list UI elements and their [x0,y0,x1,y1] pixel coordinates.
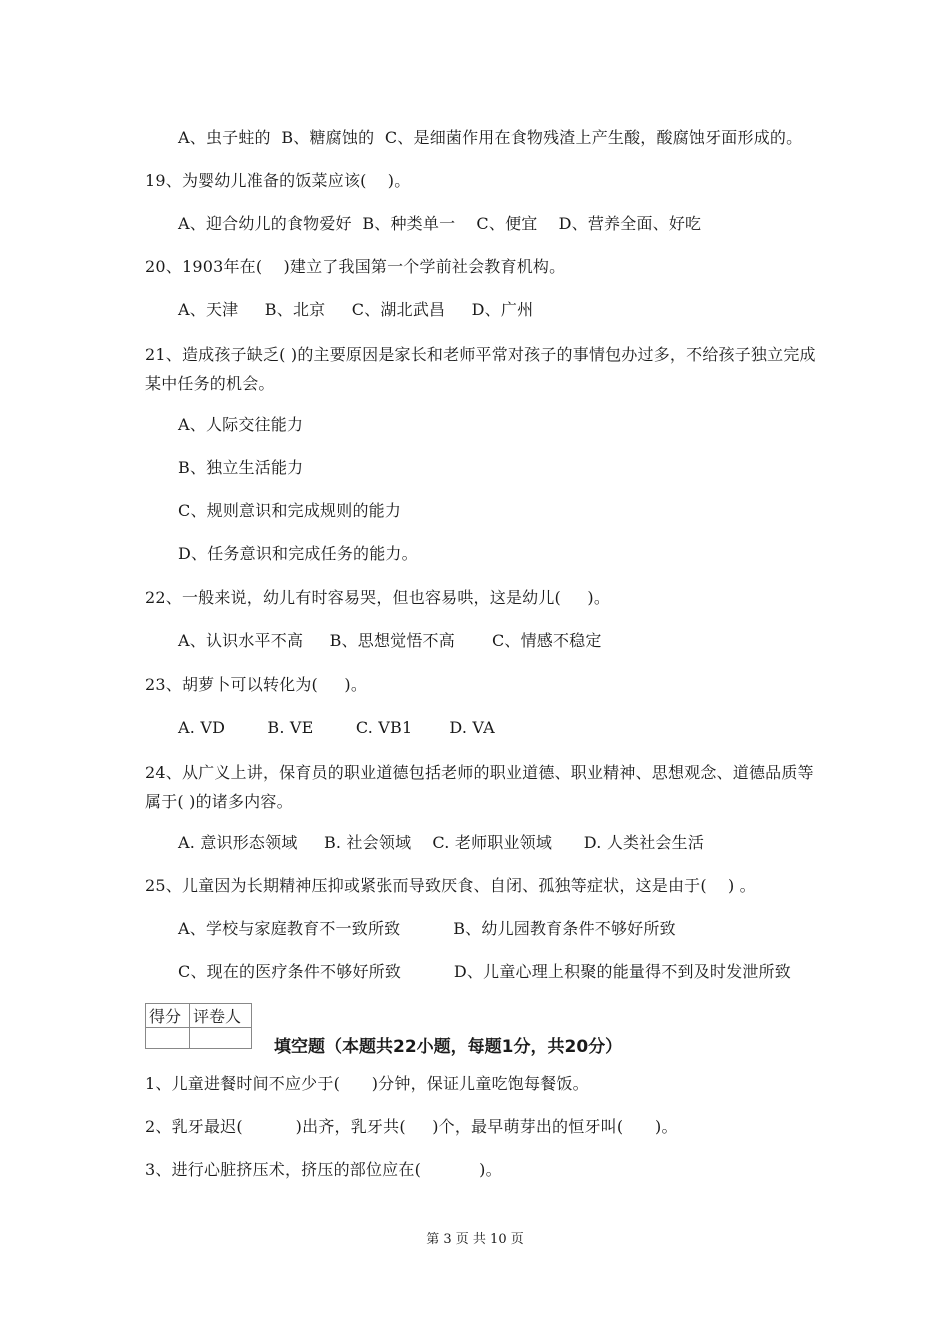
grader-label: 评卷人 [189,1004,251,1028]
section-title: 填空题（本题共22小题，每题1分，共20分） [274,1037,623,1057]
q22-options: A、认识水平不高 B、思想觉悟不高 C、情感不稳定 [178,631,602,650]
q19-options: A、迎合幼儿的食物爱好 B、种类单一 C、便宜 D、营养全面、好吃 [178,214,702,233]
score-cell [146,1028,190,1049]
q25-options-cd: C、现在的医疗条件不够好所致 D、儿童心理上积聚的能量得不到及时发泄所致 [178,962,791,981]
fill-q2: 2、乳牙最迟( )出齐，乳牙共( )个，最早萌芽出的恒牙叫( )。 [145,1117,678,1136]
q25-question: 25、儿童因为长期精神压抑或紧张而导致厌食、自闭、孤独等症状，这是由于( ) 。 [145,876,756,895]
q24-options: A. 意识形态领域 B. 社会领域 C. 老师职业领域 D. 人类社会生活 [178,833,705,852]
score-label: 得分 [146,1004,190,1028]
q23-options: A. VD B. VE C. VB1 D. VA [178,718,495,737]
q20-options: A、天津 B、北京 C、湖北武昌 D、广州 [178,300,534,319]
q21-option-b: B、独立生活能力 [178,458,304,477]
q19-question: 19、为婴幼儿准备的饭菜应该( )。 [145,171,411,190]
grader-cell [189,1028,251,1049]
q22-question: 22、一般来说，幼儿有时容易哭，但也容易哄，这是幼儿( )。 [145,588,611,607]
q21-option-a: A、人际交往能力 [178,415,304,434]
q21-question: 21、造成孩子缺乏( )的主要原因是家长和老师平常对孩子的事情包办过多，不给孩子独立完成某中任务的机会。 [145,345,816,393]
q24-question: 24、从广义上讲，保育员的职业道德包括老师的职业道德、职业精神、思想观念、道德品质等属于( )的诸多内容。 [145,763,814,811]
score-box [145,1003,252,1049]
fill-q3: 3、进行心脏挤压术，挤压的部位应在( )。 [145,1160,502,1179]
q21-option-c: C、规则意识和完成规则的能力 [178,501,402,520]
q25-options-ab: A、学校与家庭教育不一致所致 B、幼儿园教育条件不够好所致 [178,919,676,938]
q23-question: 23、胡萝卜可以转化为( )。 [145,675,368,694]
page-footer: 第 3 页 共 10 页 [426,1232,524,1247]
q18-options: A、虫子蛀的 B、糖腐蚀的 C、是细菌作用在食物残渣上产生酸，酸腐蚀牙面形成的。 [178,128,803,147]
fill-q1: 1、儿童进餐时间不应少于( )分钟，保证儿童吃饱每餐饭。 [145,1074,589,1093]
q20-question: 20、1903年在( )建立了我国第一个学前社会教育机构。 [145,257,566,276]
q21-option-d: D、任务意识和完成任务的能力。 [178,544,418,563]
